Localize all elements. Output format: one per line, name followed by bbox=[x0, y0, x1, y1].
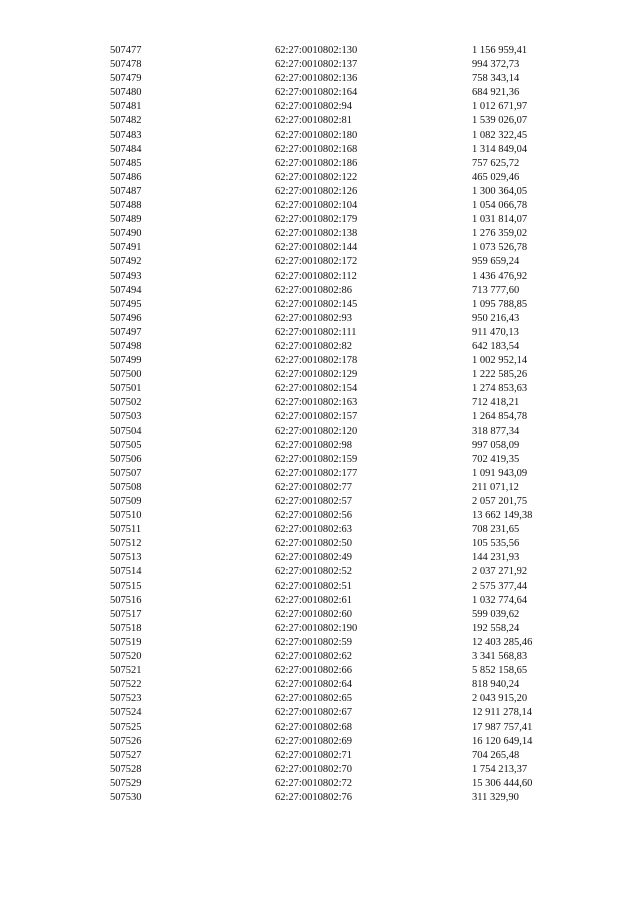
table-row bbox=[110, 467, 592, 481]
cadastral-number: 62:27:0010802:77 bbox=[275, 481, 353, 493]
cadastral-number: 62:27:0010802:136 bbox=[275, 73, 358, 85]
cadastral-number: 62:27:0010802:93 bbox=[275, 312, 353, 324]
row-number: 507505 bbox=[110, 439, 142, 451]
cadastral-value: 16 120 649,14 bbox=[472, 735, 533, 747]
row-number: 507520 bbox=[110, 651, 142, 663]
table-row bbox=[110, 58, 592, 72]
cadastral-value: 1 539 026,07 bbox=[472, 115, 528, 127]
row-number: 507521 bbox=[110, 665, 142, 677]
row-number: 507485 bbox=[110, 157, 142, 169]
cadastral-value: 1 436 476,92 bbox=[472, 270, 528, 282]
cadastral-number: 62:27:0010802:145 bbox=[275, 298, 358, 310]
cadastral-number: 62:27:0010802:112 bbox=[275, 270, 357, 282]
row-number: 507530 bbox=[110, 791, 142, 803]
table-row bbox=[110, 678, 592, 692]
table-row bbox=[110, 565, 592, 579]
row-number: 507506 bbox=[110, 453, 142, 465]
cadastral-number: 62:27:0010802:67 bbox=[275, 707, 353, 719]
cadastral-value: 1 276 359,02 bbox=[472, 228, 528, 240]
cadastral-number: 62:27:0010802:98 bbox=[275, 439, 353, 451]
cadastral-value-table bbox=[110, 44, 592, 805]
cadastral-value: 17 987 757,41 bbox=[472, 721, 533, 733]
cadastral-number: 62:27:0010802:180 bbox=[275, 129, 358, 141]
table-row bbox=[110, 453, 592, 467]
table-row bbox=[110, 100, 592, 114]
cadastral-number: 62:27:0010802:65 bbox=[275, 693, 353, 705]
cadastral-value: 2 575 377,44 bbox=[472, 580, 528, 592]
row-number: 507478 bbox=[110, 59, 142, 71]
row-number: 507525 bbox=[110, 721, 142, 733]
table-row bbox=[110, 326, 592, 340]
cadastral-number: 62:27:0010802:129 bbox=[275, 369, 358, 381]
cadastral-value: 15 306 444,60 bbox=[472, 777, 533, 789]
cadastral-value: 994 372,73 bbox=[472, 59, 520, 71]
table-row bbox=[110, 594, 592, 608]
table-row bbox=[110, 551, 592, 565]
cadastral-number: 62:27:0010802:81 bbox=[275, 115, 353, 127]
cadastral-value: 1 156 959,41 bbox=[472, 45, 528, 56]
row-number: 507514 bbox=[110, 566, 142, 578]
row-number: 507518 bbox=[110, 622, 142, 634]
table-row bbox=[110, 777, 592, 791]
row-number: 507511 bbox=[110, 524, 142, 536]
cadastral-value: 642 183,54 bbox=[472, 340, 520, 352]
cadastral-number: 62:27:0010802:172 bbox=[275, 256, 358, 268]
cadastral-value: 1 300 364,05 bbox=[472, 185, 528, 197]
cadastral-number: 62:27:0010802:86 bbox=[275, 284, 353, 296]
table-row bbox=[110, 791, 592, 805]
cadastral-number: 62:27:0010802:68 bbox=[275, 721, 353, 733]
table-row bbox=[110, 608, 592, 622]
table-row bbox=[110, 354, 592, 368]
cadastral-value: 465 029,46 bbox=[472, 171, 520, 183]
cadastral-number: 62:27:0010802:51 bbox=[275, 580, 353, 592]
table-row bbox=[110, 312, 592, 326]
cadastral-value: 1 222 585,26 bbox=[472, 369, 528, 381]
table-row bbox=[110, 171, 592, 185]
cadastral-value: 144 231,93 bbox=[472, 552, 520, 564]
table-row bbox=[110, 706, 592, 720]
cadastral-number: 62:27:0010802:69 bbox=[275, 735, 353, 747]
row-number: 507479 bbox=[110, 73, 142, 85]
cadastral-number: 62:27:0010802:60 bbox=[275, 608, 353, 620]
row-number: 507517 bbox=[110, 608, 142, 620]
cadastral-value: 1 054 066,78 bbox=[472, 200, 528, 212]
cadastral-value: 684 921,36 bbox=[472, 87, 520, 99]
cadastral-number: 62:27:0010802:71 bbox=[275, 749, 353, 761]
table-row bbox=[110, 410, 592, 424]
cadastral-value: 950 216,43 bbox=[472, 312, 520, 324]
cadastral-value: 12 403 285,46 bbox=[472, 636, 533, 648]
table-row bbox=[110, 692, 592, 706]
row-number: 507477 bbox=[110, 45, 142, 56]
row-number: 507528 bbox=[110, 763, 142, 775]
table-row bbox=[110, 44, 592, 58]
row-number: 507486 bbox=[110, 171, 142, 183]
table-row bbox=[110, 439, 592, 453]
row-number: 507487 bbox=[110, 185, 142, 197]
cadastral-value: 708 231,65 bbox=[472, 524, 520, 536]
table-row bbox=[110, 143, 592, 157]
table-row bbox=[110, 157, 592, 171]
cadastral-value: 911 470,13 bbox=[472, 326, 519, 338]
cadastral-number: 62:27:0010802:57 bbox=[275, 496, 353, 507]
cadastral-value: 997 058,09 bbox=[472, 439, 520, 451]
cadastral-value: 1 095 788,85 bbox=[472, 298, 528, 310]
table-row bbox=[110, 495, 592, 509]
cadastral-number: 62:27:0010802:163 bbox=[275, 397, 358, 409]
cadastral-value: 192 558,24 bbox=[472, 622, 520, 634]
row-number: 507508 bbox=[110, 481, 142, 493]
table-row bbox=[110, 340, 592, 354]
row-number: 507481 bbox=[110, 101, 142, 113]
row-number: 507526 bbox=[110, 735, 142, 747]
row-number: 507519 bbox=[110, 636, 142, 648]
row-number: 507494 bbox=[110, 284, 142, 296]
cadastral-value: 3 341 568,83 bbox=[472, 651, 528, 663]
table-row bbox=[110, 72, 592, 86]
row-number: 507495 bbox=[110, 298, 142, 310]
row-number: 507501 bbox=[110, 383, 142, 395]
cadastral-number: 62:27:0010802:63 bbox=[275, 524, 353, 536]
table-row bbox=[110, 749, 592, 763]
table-row bbox=[110, 636, 592, 650]
cadastral-number: 62:27:0010802:66 bbox=[275, 665, 353, 677]
cadastral-number: 62:27:0010802:72 bbox=[275, 777, 353, 789]
cadastral-number: 62:27:0010802:111 bbox=[275, 326, 357, 338]
cadastral-number: 62:27:0010802:168 bbox=[275, 143, 358, 155]
table-row bbox=[110, 129, 592, 143]
table-row bbox=[110, 227, 592, 241]
cadastral-value: 2 043 915,20 bbox=[472, 693, 528, 705]
cadastral-value: 1 012 671,97 bbox=[472, 101, 528, 113]
row-number: 507513 bbox=[110, 552, 142, 564]
cadastral-value: 1 073 526,78 bbox=[472, 242, 528, 254]
cadastral-value: 959 659,24 bbox=[472, 256, 520, 268]
cadastral-number: 62:27:0010802:179 bbox=[275, 214, 358, 226]
row-number: 507489 bbox=[110, 214, 142, 226]
row-number: 507491 bbox=[110, 242, 142, 254]
cadastral-value: 758 343,14 bbox=[472, 73, 520, 85]
row-number: 507507 bbox=[110, 467, 142, 479]
cadastral-value: 1 082 322,45 bbox=[472, 129, 528, 141]
table-row bbox=[110, 114, 592, 128]
row-number: 507512 bbox=[110, 538, 142, 550]
table-row bbox=[110, 509, 592, 523]
row-number: 507493 bbox=[110, 270, 142, 282]
cadastral-value: 2 037 271,92 bbox=[472, 566, 528, 578]
row-number: 507480 bbox=[110, 87, 142, 99]
row-number: 507484 bbox=[110, 143, 142, 155]
table-row bbox=[110, 199, 592, 213]
row-number: 507498 bbox=[110, 340, 142, 352]
cadastral-number: 62:27:0010802:62 bbox=[275, 651, 353, 663]
cadastral-number: 62:27:0010802:61 bbox=[275, 594, 353, 606]
row-number: 507529 bbox=[110, 777, 142, 789]
row-number: 507502 bbox=[110, 397, 142, 409]
cadastral-value: 311 329,90 bbox=[472, 791, 519, 803]
cadastral-value: 712 418,21 bbox=[472, 397, 520, 409]
cadastral-value: 599 039,62 bbox=[472, 608, 520, 620]
cadastral-value: 105 535,56 bbox=[472, 538, 520, 550]
cadastral-value: 12 911 278,14 bbox=[472, 707, 532, 719]
table-row bbox=[110, 255, 592, 269]
cadastral-number: 62:27:0010802:70 bbox=[275, 763, 353, 775]
row-number: 507482 bbox=[110, 115, 142, 127]
cadastral-number: 62:27:0010802:190 bbox=[275, 622, 358, 634]
cadastral-number: 62:27:0010802:126 bbox=[275, 185, 358, 197]
row-number: 507488 bbox=[110, 200, 142, 212]
row-number: 507504 bbox=[110, 425, 142, 437]
cadastral-value: 1 091 943,09 bbox=[472, 467, 528, 479]
row-number: 507500 bbox=[110, 369, 142, 381]
row-number: 507483 bbox=[110, 129, 142, 141]
row-number: 507515 bbox=[110, 580, 142, 592]
table-row bbox=[110, 523, 592, 537]
table-row bbox=[110, 185, 592, 199]
cadastral-number: 62:27:0010802:64 bbox=[275, 679, 353, 691]
table-row bbox=[110, 664, 592, 678]
cadastral-value: 13 662 149,38 bbox=[472, 510, 533, 522]
cadastral-value: 1 264 854,78 bbox=[472, 411, 528, 423]
table-row bbox=[110, 382, 592, 396]
cadastral-number: 62:27:0010802:138 bbox=[275, 228, 358, 240]
cadastral-number: 62:27:0010802:130 bbox=[275, 45, 358, 56]
cadastral-number: 62:27:0010802:157 bbox=[275, 411, 358, 423]
cadastral-number: 62:27:0010802:56 bbox=[275, 510, 353, 522]
cadastral-number: 62:27:0010802:177 bbox=[275, 467, 358, 479]
cadastral-value: 211 071,12 bbox=[472, 481, 519, 493]
table-body bbox=[110, 44, 592, 805]
cadastral-number: 62:27:0010802:120 bbox=[275, 425, 358, 437]
cadastral-value: 5 852 158,65 bbox=[472, 665, 528, 677]
row-number: 507524 bbox=[110, 707, 142, 719]
row-number: 507527 bbox=[110, 749, 142, 761]
cadastral-value: 713 777,60 bbox=[472, 284, 520, 296]
row-number: 507499 bbox=[110, 355, 142, 367]
row-number: 507523 bbox=[110, 693, 142, 705]
cadastral-value: 318 877,34 bbox=[472, 425, 520, 437]
cadastral-value: 702 419,35 bbox=[472, 453, 520, 465]
cadastral-number: 62:27:0010802:49 bbox=[275, 552, 353, 564]
row-number: 507492 bbox=[110, 256, 142, 268]
cadastral-number: 62:27:0010802:52 bbox=[275, 566, 353, 578]
table-row bbox=[110, 763, 592, 777]
table-row bbox=[110, 241, 592, 255]
table-row bbox=[110, 537, 592, 551]
cadastral-number: 62:27:0010802:159 bbox=[275, 453, 358, 465]
row-number: 507522 bbox=[110, 679, 142, 691]
cadastral-value: 2 057 201,75 bbox=[472, 496, 528, 507]
cadastral-number: 62:27:0010802:178 bbox=[275, 355, 358, 367]
cadastral-number: 62:27:0010802:122 bbox=[275, 171, 358, 183]
table-row bbox=[110, 481, 592, 495]
table-row bbox=[110, 622, 592, 636]
row-number: 507510 bbox=[110, 510, 142, 522]
table-row bbox=[110, 735, 592, 749]
cadastral-number: 62:27:0010802:144 bbox=[275, 242, 358, 254]
cadastral-number: 62:27:0010802:186 bbox=[275, 157, 358, 169]
table-row bbox=[110, 368, 592, 382]
cadastral-number: 62:27:0010802:164 bbox=[275, 87, 358, 99]
cadastral-value: 704 265,48 bbox=[472, 749, 520, 761]
table-row bbox=[110, 298, 592, 312]
cadastral-value: 1 754 213,37 bbox=[472, 763, 528, 775]
table-row bbox=[110, 650, 592, 664]
row-number: 507503 bbox=[110, 411, 142, 423]
table-row bbox=[110, 580, 592, 594]
cadastral-number: 62:27:0010802:59 bbox=[275, 636, 353, 648]
cadastral-value: 1 274 853,63 bbox=[472, 383, 528, 395]
cadastral-value: 1 031 814,07 bbox=[472, 214, 528, 226]
cadastral-value: 818 940,24 bbox=[472, 679, 520, 691]
table-row bbox=[110, 86, 592, 100]
table-row bbox=[110, 284, 592, 298]
cadastral-number: 62:27:0010802:137 bbox=[275, 59, 358, 71]
cadastral-number: 62:27:0010802:82 bbox=[275, 340, 353, 352]
table-row bbox=[110, 396, 592, 410]
cadastral-number: 62:27:0010802:76 bbox=[275, 791, 353, 803]
cadastral-value: 757 625,72 bbox=[472, 157, 520, 169]
row-number: 507509 bbox=[110, 496, 142, 507]
row-number: 507496 bbox=[110, 312, 142, 324]
table-row bbox=[110, 721, 592, 735]
cadastral-number: 62:27:0010802:94 bbox=[275, 101, 353, 113]
table-row bbox=[110, 270, 592, 284]
table-row bbox=[110, 213, 592, 227]
row-number: 507516 bbox=[110, 594, 142, 606]
cadastral-value: 1 032 774,64 bbox=[472, 594, 528, 606]
cadastral-number: 62:27:0010802:154 bbox=[275, 383, 358, 395]
cadastral-value: 1 002 952,14 bbox=[472, 355, 528, 367]
row-number: 507497 bbox=[110, 326, 142, 338]
cadastral-value: 1 314 849,04 bbox=[472, 143, 528, 155]
row-number: 507490 bbox=[110, 228, 142, 240]
table-row bbox=[110, 425, 592, 439]
cadastral-number: 62:27:0010802:50 bbox=[275, 538, 353, 550]
cadastral-number: 62:27:0010802:104 bbox=[275, 200, 358, 212]
